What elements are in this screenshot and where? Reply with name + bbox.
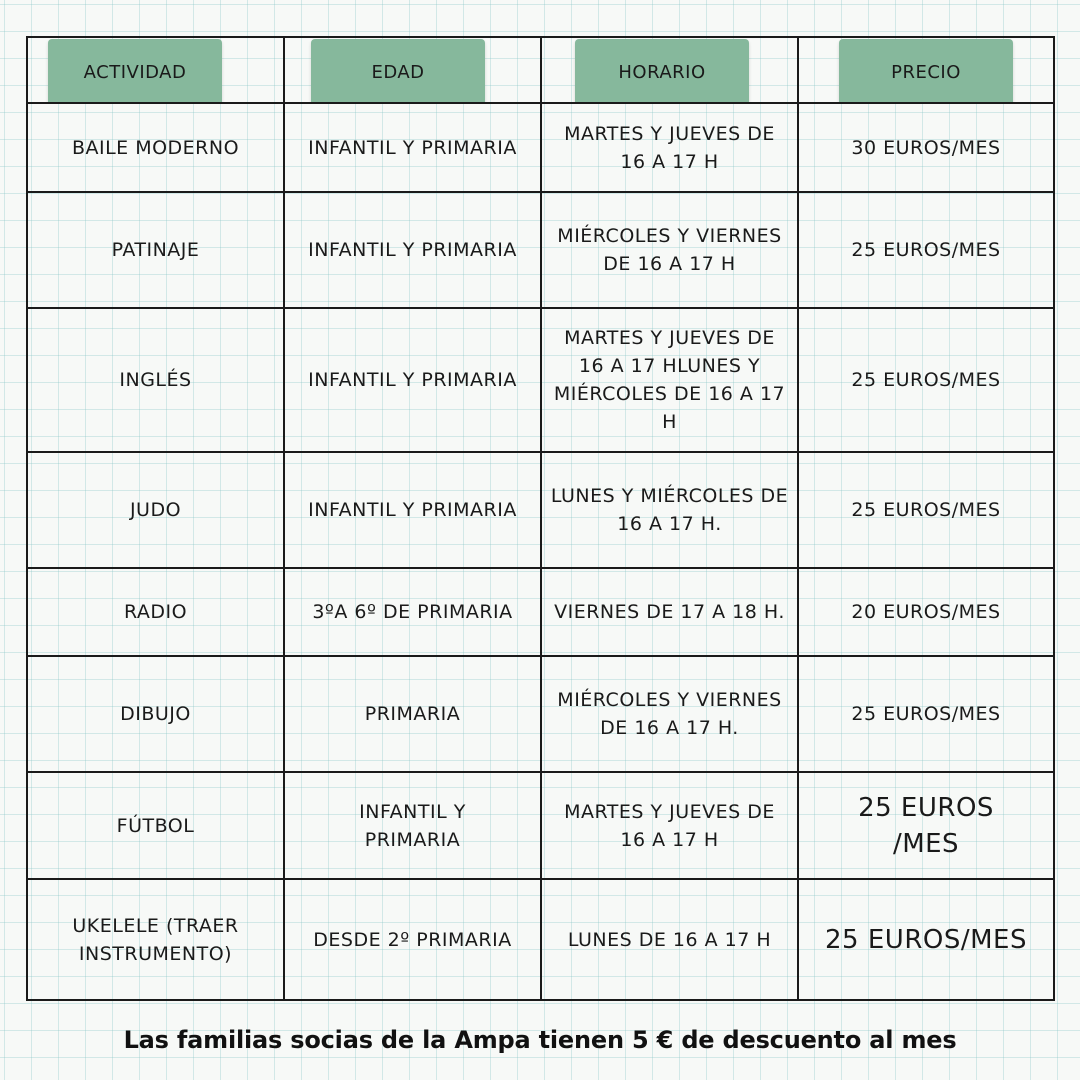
table-row — [27, 192, 1054, 308]
header-edad — [284, 37, 541, 103]
cell-actividad: PATINAJE — [27, 192, 284, 308]
header-pill-edad: EDAD — [311, 39, 485, 103]
cell-precio: 25 EUROS/MES — [798, 308, 1054, 452]
cell-precio: 25 EUROS/MES — [798, 879, 1054, 1000]
cell-actividad: JUDO — [27, 452, 284, 568]
table-row — [27, 308, 1054, 452]
cell-actividad: UKELELE (TRAER INSTRUMENTO) — [27, 879, 284, 1000]
cell-horario: LUNES DE 16 A 17 H — [541, 879, 798, 1000]
header-pill-actividad: ACTIVIDAD — [48, 39, 222, 103]
cell-horario: MARTES Y JUEVES DE 16 A 17 HLUNES Y MIÉRCOLES DE 16 A 17 H — [541, 308, 798, 452]
table-row — [27, 879, 1054, 1000]
cell-edad: INFANTIL Y PRIMARIA — [284, 772, 541, 879]
cell-edad: DESDE 2º PRIMARIA — [284, 879, 541, 1000]
header-pill-horario: HORARIO — [575, 39, 749, 103]
cell-precio: 25 EUROS/MES — [798, 192, 1054, 308]
table-row — [27, 103, 1054, 192]
header-actividad — [27, 37, 284, 103]
header-horario — [541, 37, 798, 103]
cell-precio: 25 EUROS/MES — [798, 452, 1054, 568]
table-row — [27, 772, 1054, 879]
schedule-sheet — [26, 36, 1053, 1001]
cell-actividad: RADIO — [27, 568, 284, 656]
cell-horario: MIÉRCOLES Y VIERNES DE 16 A 17 H — [541, 192, 798, 308]
cell-horario: MARTES Y JUEVES DE 16 A 17 H — [541, 103, 798, 192]
table-header-row — [27, 37, 1054, 103]
discount-note: Las familias socias de la Ampa tienen 5 € de descuento al mes — [123, 1026, 957, 1054]
cell-edad: INFANTIL Y PRIMARIA — [284, 452, 541, 568]
cell-horario: LUNES Y MIÉRCOLES DE 16 A 17 H. — [541, 452, 798, 568]
header-precio — [798, 37, 1054, 103]
cell-precio: 25 EUROS/MES — [798, 656, 1054, 772]
cell-edad: INFANTIL Y PRIMARIA — [284, 308, 541, 452]
activities-table — [26, 36, 1055, 1001]
cell-horario: MIÉRCOLES Y VIERNES DE 16 A 17 H. — [541, 656, 798, 772]
cell-actividad: FÚTBOL — [27, 772, 284, 879]
table-row — [27, 452, 1054, 568]
cell-precio: 30 EUROS/MES — [798, 103, 1054, 192]
cell-edad: PRIMARIA — [284, 656, 541, 772]
header-pill-precio: PRECIO — [839, 39, 1013, 103]
cell-edad: INFANTIL Y PRIMARIA — [284, 103, 541, 192]
cell-precio: 25 EUROS /MES — [798, 772, 1054, 879]
table-row — [27, 568, 1054, 656]
cell-precio: 20 EUROS/MES — [798, 568, 1054, 656]
cell-horario: MARTES Y JUEVES DE 16 A 17 H — [541, 772, 798, 879]
cell-edad: INFANTIL Y PRIMARIA — [284, 192, 541, 308]
cell-edad: 3ºA 6º DE PRIMARIA — [284, 568, 541, 656]
cell-horario: VIERNES DE 17 A 18 H. — [541, 568, 798, 656]
cell-actividad: DIBUJO — [27, 656, 284, 772]
cell-actividad: INGLÉS — [27, 308, 284, 452]
cell-actividad: BAILE MODERNO — [27, 103, 284, 192]
table-row — [27, 656, 1054, 772]
